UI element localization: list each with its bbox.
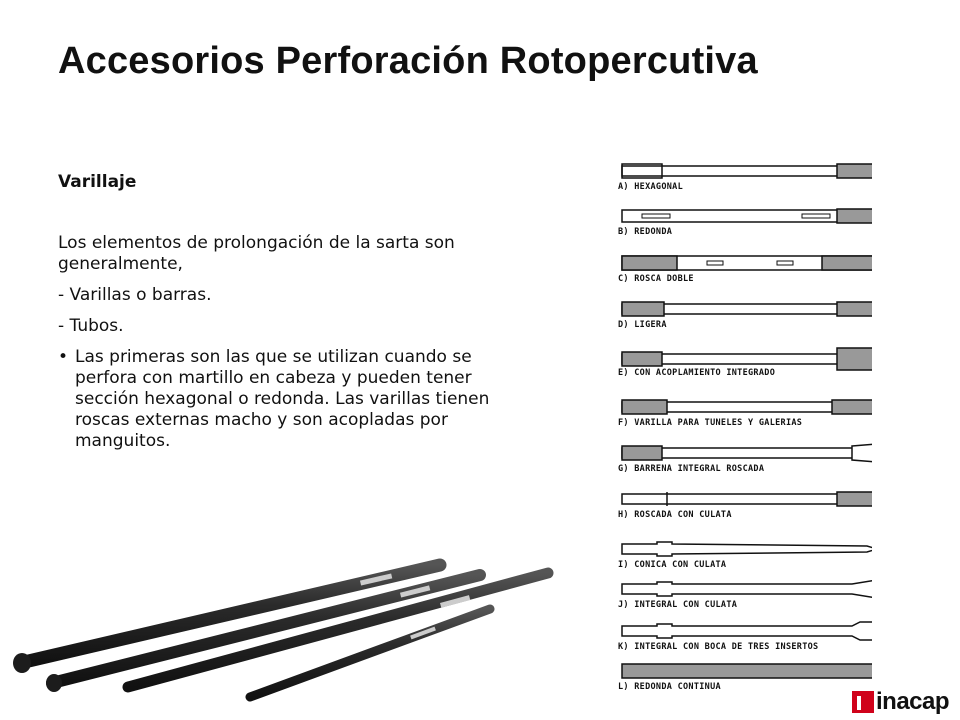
rod-label-k: K) INTEGRAL CON BOCA DE TRES INSERTOS <box>618 642 819 652</box>
section-subtitle: Varillaje <box>58 172 137 192</box>
bullet-paragraph <box>58 347 528 452</box>
rod-integral-culata <box>600 578 890 622</box>
rod-redonda <box>600 205 890 249</box>
rod-rosca-doble <box>600 252 890 296</box>
rod-redonda-continua <box>600 660 890 704</box>
drill-rods-diagram <box>600 150 890 700</box>
rod-barrena-drawing <box>612 442 872 464</box>
rod-tuneles-drawing <box>612 396 872 418</box>
rod-acoplamiento-integrado <box>600 346 890 390</box>
rod-label-j: J) INTEGRAL CON CULATA <box>618 600 738 610</box>
rod-label-g: G) BARRENA INTEGRAL ROSCADA <box>618 464 765 474</box>
list-item-tubos: - Tubos. <box>58 316 124 336</box>
rod-label-e: E) CON ACOPLAMIENTO INTEGRADO <box>618 368 776 378</box>
rod-tres-insertos-drawing <box>612 620 872 642</box>
rod-conica-drawing <box>612 538 872 560</box>
rod-ligera <box>600 298 890 342</box>
rod-label-d: D) LIGERA <box>618 320 667 330</box>
bullet-text: Las primeras son las que se utilizan cuando se perfora con martillo en cabeza y pueden tener sección hexagonal o redonda. Las varillas tienen roscas externas macho y son acopladas por manguitos. <box>75 347 490 451</box>
rod-label-b: B) REDONDA <box>618 227 673 237</box>
list-item-varillas: - Varillas o barras. <box>58 285 212 305</box>
rod-ligera-drawing <box>612 298 872 320</box>
rod-rosca-doble-drawing <box>612 252 872 274</box>
rod-tuneles-galerias <box>600 396 890 440</box>
rod-label-i: I) CONICA CON CULATA <box>618 560 727 570</box>
intro-paragraph: Los elementos de prolongación de la sarta son generalmente, <box>58 233 455 274</box>
rod-label-c: C) ROSCA DOBLE <box>618 274 694 284</box>
rod-roscada-culata-drawing <box>612 488 872 510</box>
rod-conica-culata <box>600 538 890 582</box>
rod-label-f: F) VARILLA PARA TUNELES Y GALERIAS <box>618 418 803 428</box>
bullet-dot: • <box>58 347 69 367</box>
rod-roscada-culata <box>600 488 890 532</box>
rod-tres-insertos <box>600 620 890 664</box>
slide-title: Accesorios Perforación Rotopercutiva <box>58 40 758 82</box>
body-text <box>58 172 528 452</box>
rod-hexagonal-drawing <box>612 160 872 182</box>
logo-mark-icon <box>852 691 874 713</box>
rod-integral-culata-drawing <box>612 578 872 600</box>
rod-label-a: A) HEXAGONAL <box>618 182 684 192</box>
logo-text: inacap <box>876 688 950 715</box>
drill-rods-photo <box>0 535 580 720</box>
rod-hexagonal <box>600 160 890 204</box>
inacap-logo <box>852 688 952 716</box>
rod-label-h: H) ROSCADA CON CULATA <box>618 510 732 520</box>
rod-barrena-integral <box>600 442 890 486</box>
rod-redonda-continua-drawing <box>612 660 872 682</box>
rod-redonda-drawing <box>612 205 872 227</box>
rod-label-l: L) REDONDA CONTINUA <box>618 682 721 692</box>
